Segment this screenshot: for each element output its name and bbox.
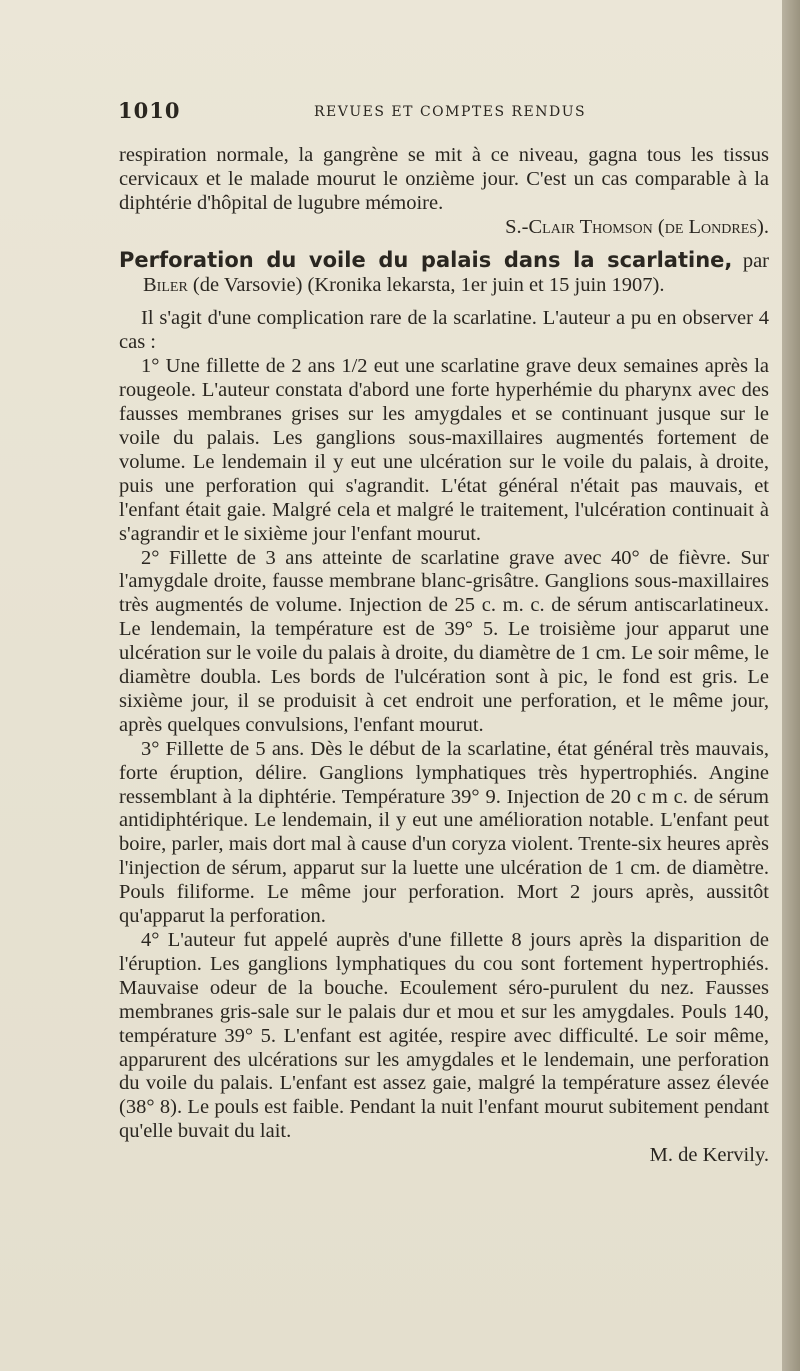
page-edge [782, 0, 800, 1371]
byline-prefix: par [742, 249, 770, 272]
body-text [119, 144, 769, 1168]
article-signature: M. de Kervily. [649, 1144, 769, 1167]
article-heading [119, 249, 769, 298]
article-title: Perforation du voile du palais dans la scarlatine, [119, 247, 733, 272]
running-title: REVUES ET COMPTES RENDUS [314, 104, 587, 120]
continuation-paragraph: respiration normale, la gangrène se mit à ce niveau, gagna tous les tissus cervicaux et le malade mourut le onzième jour. C'est un cas comparable à la diphtérie d'hôpital de lugubre mémoire. [119, 144, 769, 214]
case-paragraph: 2° Fillette de 3 ans atteinte de scarlatine grave avec 40° de fièvre. Sur l'amygdale droite, fausse membrane blanc-grisâtre. Ganglions sous-maxillaires très augmentés de volume. Injection de 25 c. m. c. de sérum antiscarlatineux. Le lendemain, la température est de 39° 5. Le troisième jour apparut une ulcération sur le voile du palais à droite, du diamètre de 1 cm. Le soir même, le diamètre doubla. Les bords de l'ulcération sont à pic, le fond est gris. Le sixième jour, il se produisit à cet endroit une perforation, et le même jour, après quelques convulsions, l'enfant mourut. [119, 546, 769, 736]
case-paragraph: 3° Fillette de 5 ans. Dès le début de la scarlatine, état général très mauvais, forte éruption, délire. Ganglions lymphatiques très hypertrophiés. Angine ressemblant à la diphtérie. Température 39° 9. Injection de 20 c m c. de sérum antidiphtérique. Le lendemain, il y eut une amélioration notable. L'enfant peut boire, parler, mais dort mal à cause d'un coryza violent. Trente-six heures après l'injection de sérum, apparut sur la luette une ulcération de 1 cm. de diamètre. Pouls filiforme. Le même jour perforation. Mort 2 jours après, aussitôt qu'apparut la perforation. [119, 737, 769, 928]
case-paragraph: 4° L'auteur fut appelé auprès d'une fillette 8 jours après la disparition de l'éruption. Les ganglions lymphatiques du cou sont fortement hypertrophiés. Mauvaise odeur de la bouche. Ecoulement séro-purulent du nez. Fausses membranes gris-sale sur le palais dur et mou et sur les amygdales. Pouls 140, température 39° 5. L'enfant est agitée, respire avec difficulté. Le soir même, apparurent des ulcérations sur les amygdales et le lendemain, une perforation du voile du palais. L'enfant est assez gaie, malgré la température assez élevée (38° 8). Le pouls est faible. Pendant la nuit l'enfant mourut subitement pendant qu'elle buvait du lait. [119, 929, 769, 1143]
page-number: 1010 [118, 98, 181, 123]
article-intro: Il s'agit d'une complication rare de la scarlatine. L'auteur a pu en observer 4 cas : [119, 307, 769, 354]
previous-review-signature: S.-Clair Thomson (de Londres). [505, 215, 769, 238]
case-paragraph: 1° Une fillette de 2 ans 1/2 eut une scarlatine grave deux semaines après la rougeole. L'auteur constata d'abord une forte hyperhémie du pharynx avec des fausses membranes grises sur les amygdales et se continuant jusque sur le voile du palais. Les ganglions sous-maxillaires augmentés fortement de volume. Le lendemain il y eut une ulcération sur le voile du palais, à droite, puis une perforation qui s'agrandit. L'état général n'était pas mauvais, et l'enfant était gaie. Malgré cela et malgré le traitement, l'ulcération continuait à s'agrandir et le sixième jour l'enfant mourut. [119, 355, 769, 545]
article-author: Biler [143, 273, 188, 296]
article-reference: (de Varsovie) (Kronika lekarsta, 1er juin et 15 juin 1907). [192, 273, 665, 296]
page-header [118, 98, 768, 124]
